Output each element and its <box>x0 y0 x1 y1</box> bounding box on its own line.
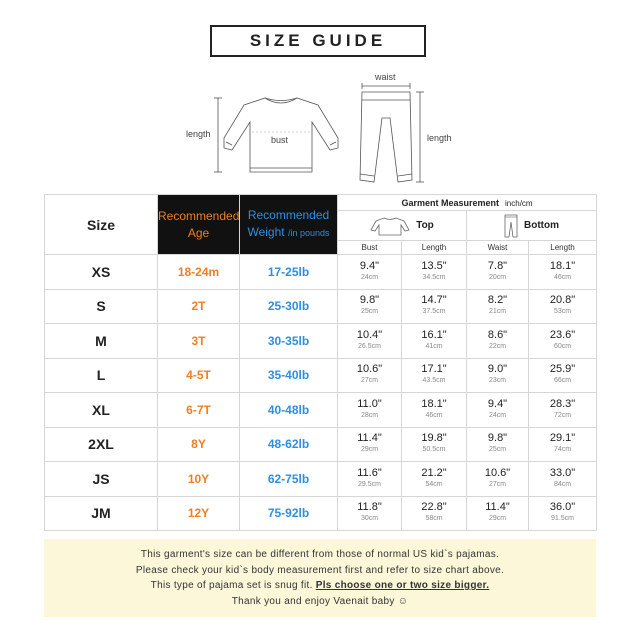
bottom-length-cell: 23.6" 60cm <box>529 324 597 359</box>
waist-cell: 8.2" 21cm <box>467 289 529 324</box>
pants-waist-label: waist <box>375 72 396 82</box>
age-cell: 4-5T <box>158 358 240 393</box>
table-row <box>45 289 597 324</box>
waist-cell: 11.4" 29cm <box>467 496 529 531</box>
note-line-1: This garment's size can be different from those of normal US kid`s pajamas. <box>140 549 500 560</box>
size-cell: JM <box>45 496 158 531</box>
weight-cell: 48-62lb <box>240 427 338 462</box>
age-header: Recommended Age <box>158 195 240 255</box>
bust-cell: 11.8" 30cm <box>338 496 402 531</box>
waist-cell: 9.4" 24cm <box>467 393 529 428</box>
size-cell: XS <box>45 255 158 290</box>
age-cell: 2T <box>158 289 240 324</box>
size-cell: S <box>45 289 158 324</box>
top-length-cell: 16.1" 41cm <box>402 324 467 359</box>
note-line-2: Please check your kid`s body measurement first and refer to size chart above. <box>135 564 505 576</box>
weight-cell: 62-75lb <box>240 462 338 497</box>
size-cell: JS <box>45 462 158 497</box>
bottom-pants-icon <box>504 214 518 238</box>
size-chart-table <box>44 194 597 531</box>
top-length-cell: 19.8" 50.5cm <box>402 427 467 462</box>
age-cell: 18-24m <box>158 255 240 290</box>
bottom-length-col-header: Length <box>529 241 597 255</box>
bottom-length-cell: 29.1" 74cm <box>529 427 597 462</box>
age-cell: 12Y <box>158 496 240 531</box>
top-length-cell: 18.1" 46cm <box>402 393 467 428</box>
waist-cell: 9.8" 25cm <box>467 427 529 462</box>
age-cell: 3T <box>158 324 240 359</box>
fit-note <box>44 539 596 617</box>
table-row <box>45 427 597 462</box>
bottom-length-cell: 33.0" 84cm <box>529 462 597 497</box>
shirt-bust-label: bust <box>271 135 289 145</box>
bust-cell: 11.4" 29cm <box>338 427 402 462</box>
top-header: Top <box>338 211 467 241</box>
garment-measurement-header: Garment Measurement inch/cm <box>338 195 597 211</box>
size-cell: M <box>45 324 158 359</box>
bust-col-header: Bust <box>338 241 402 255</box>
bottom-length-cell: 36.0" 91.5cm <box>529 496 597 531</box>
weight-cell: 35-40lb <box>240 358 338 393</box>
bust-cell: 10.4" 26.5cm <box>338 324 402 359</box>
table-row <box>45 324 597 359</box>
bust-cell: 10.6" 27cm <box>338 358 402 393</box>
bottom-length-cell: 25.9" 66cm <box>529 358 597 393</box>
waist-cell: 8.6" 22cm <box>467 324 529 359</box>
age-cell: 8Y <box>158 427 240 462</box>
weight-cell: 17-25lb <box>240 255 338 290</box>
size-cell: 2XL <box>45 427 158 462</box>
waist-cell: 9.0" 23cm <box>467 358 529 393</box>
bottom-length-cell: 20.8" 53cm <box>529 289 597 324</box>
table-row <box>45 255 597 290</box>
size-cell: L <box>45 358 158 393</box>
size-up-advice: Pls choose one or two size bigger. <box>315 580 490 591</box>
age-cell: 6-7T <box>158 393 240 428</box>
bust-cell: 9.8" 25cm <box>338 289 402 324</box>
top-length-col-header: Length <box>402 241 467 255</box>
weight-cell: 25-30lb <box>240 289 338 324</box>
waist-cell: 7.8" 20cm <box>467 255 529 290</box>
bottom-header: Bottom <box>467 211 597 241</box>
age-cell: 10Y <box>158 462 240 497</box>
bottom-length-cell: 28.3" 72cm <box>529 393 597 428</box>
weight-header: Recommended Weight /in pounds <box>240 195 338 255</box>
size-cell: XL <box>45 393 158 428</box>
top-length-cell: 21.2" 54cm <box>402 462 467 497</box>
bust-cell: 9.4" 24cm <box>338 255 402 290</box>
top-length-cell: 22.8" 58cm <box>402 496 467 531</box>
top-shirt-icon <box>370 216 410 236</box>
table-row <box>45 393 597 428</box>
size-header: Size <box>45 195 158 255</box>
note-line-4: Thank you and enjoy Vaenait baby ☺ <box>231 595 409 607</box>
table-row <box>45 462 597 497</box>
shirt-length-label: length <box>186 129 211 139</box>
top-length-cell: 17.1" 43.5cm <box>402 358 467 393</box>
page-title: SIZE GUIDE <box>210 25 426 57</box>
top-length-cell: 14.7" 37.5cm <box>402 289 467 324</box>
weight-cell: 30-35lb <box>240 324 338 359</box>
waist-col-header: Waist <box>467 241 529 255</box>
note-line-3: This type of pajama set is snug fit. Pls choose one or two size bigger. <box>150 580 490 591</box>
weight-cell: 75-92lb <box>240 496 338 531</box>
table-row <box>45 358 597 393</box>
pants-length-label: length <box>427 133 452 143</box>
waist-cell: 10.6" 27cm <box>467 462 529 497</box>
bust-cell: 11.6" 29.5cm <box>338 462 402 497</box>
garment-illustration <box>0 0 640 200</box>
top-length-cell: 13.5" 34.5cm <box>402 255 467 290</box>
pants-icon <box>360 92 412 182</box>
table-row <box>45 496 597 531</box>
bust-cell: 11.0" 28cm <box>338 393 402 428</box>
weight-cell: 40-48lb <box>240 393 338 428</box>
bottom-length-cell: 18.1" 46cm <box>529 255 597 290</box>
